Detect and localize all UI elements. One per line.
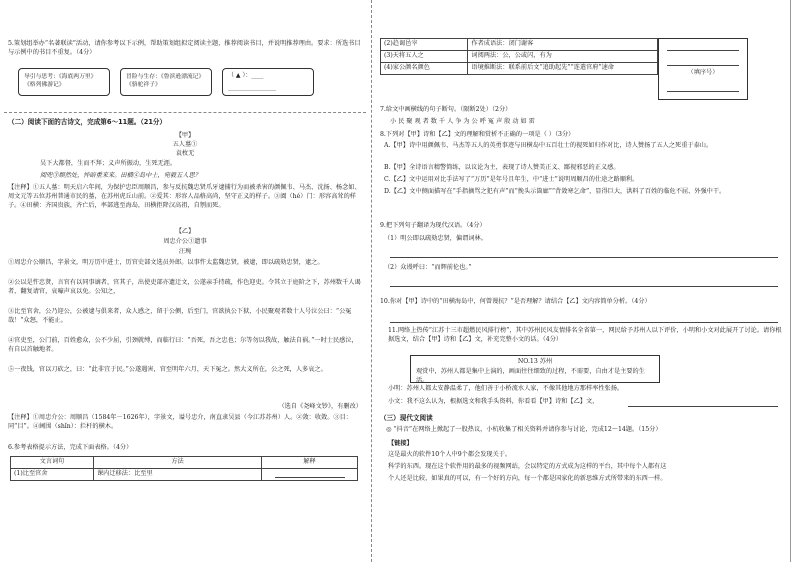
- section2-heading: （二）阅读下面的古诗文，完成第6～11题。（21分）: [8, 118, 167, 126]
- poem-title: 五人墓①: [172, 141, 198, 148]
- q9-answer-line-2[interactable]: [390, 286, 778, 287]
- q6-table-head: [10, 456, 358, 481]
- q11-box-text: 观赏中，苏州人都是集中上演的，画面往往细致的过程，不需要，自由才是主要的生活。: [416, 367, 645, 384]
- q6-row-3-method: 词阅两法：公，公或闪，有为: [468, 50, 658, 62]
- q8-option-d[interactable]: D.【乙】文中侧面描写在“手指摘骂之犯有声”而“挽头示箇廊”“背敛寒乞命”，显得巨大，洪料了百姓的临危不屈、外强中干。: [384, 188, 726, 195]
- column-divider: [371, 0, 372, 562]
- q10-answer-line[interactable]: [390, 322, 778, 323]
- q5-example-1-text: 导引与思考：《海底两万里》《格列佛游记》: [24, 74, 97, 89]
- q6-row-4-method: 语境推断法：联系前后文“追助起先”“连遣官府”速命: [468, 62, 658, 74]
- q6-answer-column[interactable]: [658, 38, 748, 100]
- section3-text-3: 个人还是比较，如果真的可以，有一个好的方向，每一个都是国家化的新思维方式所带来的东西一样。: [388, 475, 667, 482]
- q7-prompt: 7.给文中画横线的句子断句。（限断2处）（2分）: [380, 106, 512, 113]
- q5-answer-line: ________________: [228, 83, 276, 91]
- q9-sentence-1: （1）明公即以疏劾忠贤，偏谓词林。: [384, 235, 487, 242]
- poem-author: 袁枚无: [175, 150, 195, 157]
- q6-row-1-word: (1)比至官舍: [11, 468, 94, 480]
- q8-option-c[interactable]: C.【乙】文中运用对比手法写了“万历”是年号且年生，中“进士”说明周顺昌的仕途之路顺利。: [384, 176, 639, 183]
- q5-example-2-text: 冒险与生存：《鲁滨逊漂流记》《骆驼祥子》: [126, 74, 205, 89]
- section3-text-2: 科学的东西。现在这个软件用的最多的视频网站，会以特定的方式成为这样的平台，其中每个人都有这: [388, 463, 667, 470]
- prose-label-yi: 【乙】: [175, 228, 195, 235]
- prose-source: （选自《尧峰文钞》，有删改）: [278, 403, 362, 410]
- poem-label-jia: 【甲】: [175, 132, 195, 139]
- poem-line-1: 吴下大都督，生而不拜；义声所振动，生死无涯。: [40, 160, 177, 167]
- prose-paragraph-1: ①周忠介公顺昌，字景文，明万历中进士，历官史部文选员外郎。以事忤太监魏忠贤，被逮，即以疏劾忠贤，逮之。: [8, 259, 324, 266]
- section3-intro: ◎ “抖音”在网络上掀起了一股热议，小杭收集了相关资料并请你参与讨论，完成12～14题。（15分）: [386, 426, 662, 433]
- table-row: [381, 50, 658, 62]
- q11-quote-box: [410, 355, 660, 383]
- q6-row-1-method: 课内迁移法：比至里: [93, 468, 261, 480]
- q6-row-1-answer[interactable]: [262, 468, 358, 480]
- prose-title: 周忠介公①遗事: [163, 238, 207, 245]
- q11-answer-line[interactable]: [628, 406, 778, 407]
- prose-paragraph-3: ③比至官舍，公乃迎公，公被逮与俱来者，众人感之，留于公侧，后至门，官欲执公下狱，小民聚观者数十人号泣公曰：“公冤哉！”众怒，不能止。: [8, 308, 352, 324]
- q5-prompt: 5.策划组举办“名著联读”活动，请你参考以下示例，帮助策划组拟定阅读主题，推荐阅读书目，并说明推荐理由。要求：所选书目与示例中的书目不重复。（4分）: [8, 40, 361, 56]
- q6-header-method: 方法: [93, 457, 261, 469]
- q11-box-title: NO.13 苏州: [517, 358, 553, 365]
- section3-heading: （三）现代文阅读: [380, 414, 433, 422]
- table-row: [11, 468, 358, 480]
- table-row: [381, 39, 658, 51]
- q9-answer-line-1[interactable]: [390, 257, 778, 258]
- prose-author: 汪琬: [178, 248, 192, 255]
- q6-row-4-word: (4)家公颜名颜色: [381, 62, 468, 74]
- q5-answer-blank: （ ▲ ）：____: [228, 72, 264, 79]
- section3-subheading: 【链接】: [388, 440, 413, 447]
- q6-answer-line-4[interactable]: [667, 91, 739, 92]
- q8-option-a[interactable]: A.【甲】诗中用颜佩韦、马杰等五人的英勇事迹与田横岛中五百壮士的视死如归作对比，诗人赞扬了五人之死重于泰山。: [384, 142, 713, 149]
- prose-paragraph-2: ②公以是忤忠贤，言官有以同事谪者，官其子，出使吏部亦遗迂文，公遂亲手持疏，作色迎吏。令其立于庭阶之下，苏州数千人谒者，翻复请官，哀嚎声哀以免。公知之，: [8, 279, 361, 295]
- q8-prompt: 8.下列对【甲】诗和【乙】文的理解和赏析不正确的一项是（ ）（3分）: [380, 131, 575, 138]
- prose-notes: 【注释】①周忠介公：周顺昌（1584年－1626年），字景文，谥号忠介，南直隶吴县（今江苏苏州）人。②敛：收敛。③目：同“目”。④阃围（shǐn）：拦杆的横木。: [8, 414, 352, 430]
- q5-example-box-2: [120, 68, 212, 96]
- q10-prompt: 10.你对【甲】诗中的“田横海岛中，何曾谩抗？”是否理解？请结合【乙】文内容简单分析。（4分）: [380, 298, 651, 305]
- q8-option-b[interactable]: B.【甲】全诗语言精警简练，以议论为主，表现了诗人赞美正义、鄙视邪恶的正义感。: [384, 164, 620, 171]
- q6-answer-line-3[interactable]: [667, 65, 739, 66]
- q6-answer-line-2[interactable]: [667, 50, 739, 51]
- q5-answer-box[interactable]: [222, 68, 314, 96]
- q9-sentence-2: （2）众谩呼曰：“而辉前伦也。”: [384, 264, 472, 271]
- q11-prompt: 11.网络上热传“江苏十三市超燃民风排行榜”，其中苏州民风友情排名全省第一，网民给予苏州人以下评价，小明和小文对此展开了讨论。请你根据选文，结合【甲】诗和【乙】文，补充完整小文的话。（4分）: [388, 327, 782, 343]
- q6-row-3-word: (3)天将五人之: [381, 50, 468, 62]
- prose-paragraph-4: ④官吏至，公门前，百姓愈众，公不少屈，引颈就缚，而临行曰：“吾死，吾之忠也；尔等勿以我故，触法自祸。”一时士民感泣，有自以首触地者。: [8, 337, 358, 353]
- page-edge: [790, 0, 791, 562]
- q11-xiaowen: 小文：我不这么认为，根据选文和我手头资料，你看看【甲】诗和【乙】文，: [388, 398, 599, 405]
- q11-xiaoming: 小明：苏州人都太安静温柔了，他们善于小桥流水人家，不像其他地方那样率性张扬。: [388, 385, 624, 392]
- section-separator: [4, 112, 366, 113]
- q5-example-box-1: [18, 68, 110, 96]
- q6-row-2-method: 作者成语法：闭门谢客: [468, 39, 658, 51]
- q9-prompt: 9.把下列句子翻译为现代汉语。（4分）: [380, 222, 486, 229]
- poem-notes: 【注释】①五人墓：明天启六年间，为保护忠臣周顺昌，参与反抗魏忠贤爪牙逮捕行为而被杀害的颜佩韦、马杰、沈扬、杨念如、周文元等五位苏州普通市民的墓，在苏州虎丘山前。②爱其：形容人品格高尚，坚守正义的样子。③阖（hé）门：形容高耸的样子。④田横：齐国贵族，齐亡后，率部逃至海岛，田横拒降汉高祖，自刎而死。: [8, 184, 361, 209]
- poem-line-2: 阅兜③颓然处，悴暗重来来。田横④岛中士，宛毅五人思？: [40, 172, 201, 179]
- q7-sentence: 小 民 聚 观 者 数 千 人 争 为 公 呼 冤 声 殷 动 如 雷: [390, 118, 535, 125]
- q6-header-word: 文言词句: [11, 457, 94, 469]
- q6-row-2-word: (2)趋谒邑宰: [381, 39, 468, 51]
- table-row: [381, 62, 658, 74]
- prose-paragraph-5: ⑤一夜钱，官以刀砍之，曰：“此非宜于民。”公遂遇害，官至明年六月，天下冤之。然大义所在，公之死，人多哀之。: [8, 366, 327, 373]
- section3-text-1: 这是最火的软件10个人中9个都会发现关于。: [388, 451, 512, 458]
- q6-order-label: （填序号）: [687, 69, 719, 76]
- q6-header-meaning: 解释: [262, 457, 358, 469]
- q6-table-continued: [380, 38, 658, 75]
- q6-prompt: 6.参考表格提示方法，完成下面表格。（4分）: [8, 444, 133, 451]
